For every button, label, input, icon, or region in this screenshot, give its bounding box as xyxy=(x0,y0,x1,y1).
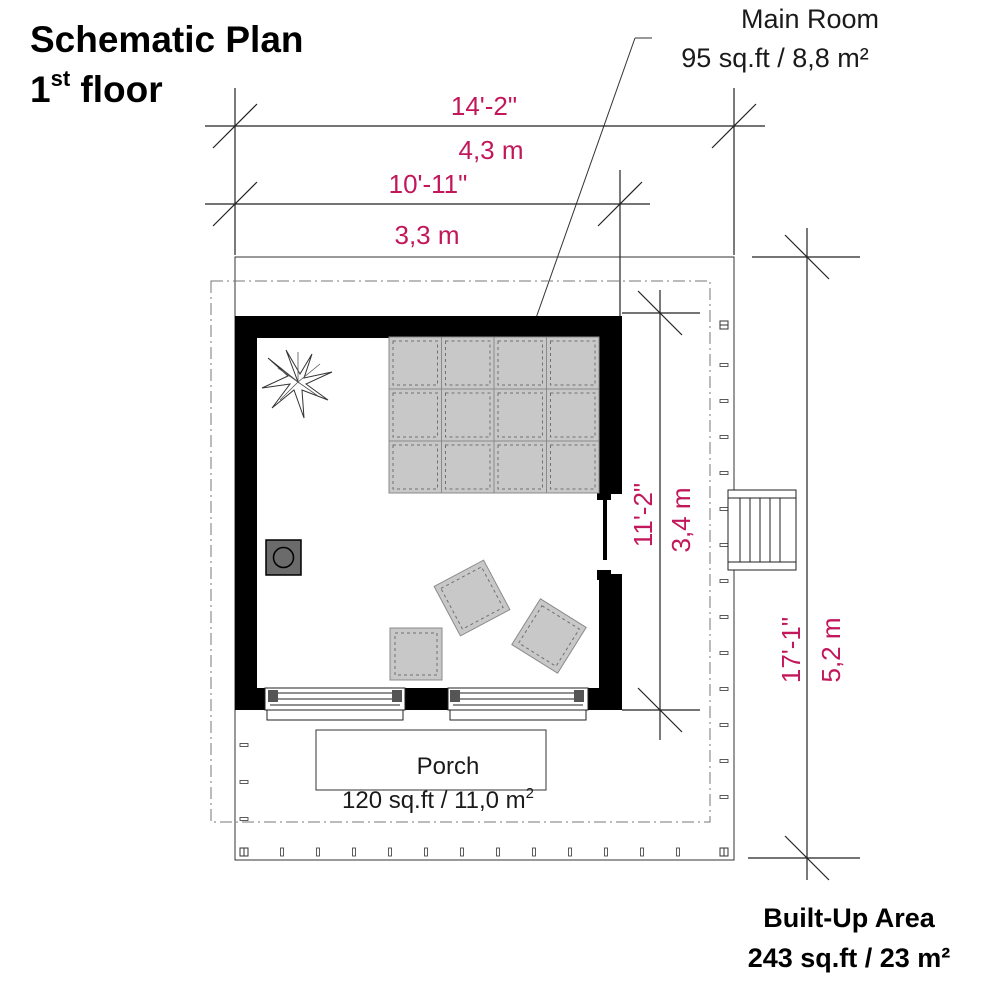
room-depth-metric: 3,4 m xyxy=(666,487,696,553)
deck-fastener xyxy=(240,781,248,784)
deck-fastener xyxy=(720,724,728,727)
deck-fastener xyxy=(720,436,728,439)
rug-tile xyxy=(389,389,442,441)
deck-fastener xyxy=(720,580,728,583)
deck-fastener xyxy=(461,848,464,856)
deck-fastener xyxy=(641,848,644,856)
porch-area xyxy=(342,785,534,814)
overall-width-imperial: 14'-2" xyxy=(450,91,518,121)
deck-fastener xyxy=(720,796,728,799)
rug-tile xyxy=(547,441,600,493)
floor-number: 1 xyxy=(30,69,51,110)
floor-cushion-3 xyxy=(390,628,442,680)
floor-label xyxy=(30,66,163,110)
deck-fastener xyxy=(720,652,728,655)
rug-tile xyxy=(494,337,547,389)
deck-fastener xyxy=(240,818,248,821)
rug-tile xyxy=(389,337,442,389)
side-door xyxy=(597,490,611,580)
deck-fastener xyxy=(720,508,728,511)
deck-fastener xyxy=(497,848,500,856)
rug-tile xyxy=(494,441,547,493)
built-up-area-value: 243 sq.ft / 23 m² xyxy=(747,943,951,973)
deck-fastener xyxy=(240,744,248,747)
main-room-area: 95 sq.ft / 8,8 m² xyxy=(681,43,869,73)
rug-tile xyxy=(442,441,495,493)
floor-word: floor xyxy=(70,69,163,110)
plan-title: Schematic Plan xyxy=(30,19,304,60)
floor-suffix: st xyxy=(50,66,71,91)
deck-fastener xyxy=(720,472,728,475)
porch-area-value: 120 sq.ft / 11,0 m xyxy=(342,787,526,814)
rug-tile xyxy=(442,389,495,441)
overall-width-metric: 4,3 m xyxy=(458,135,524,165)
room-width-metric: 3,3 m xyxy=(394,220,460,250)
rug-tile xyxy=(547,337,600,389)
deck-fastener xyxy=(605,848,608,856)
deck-fastener xyxy=(677,848,680,856)
entry-steps xyxy=(728,490,796,570)
room-width-imperial: 10'-11" xyxy=(388,169,468,199)
deck-fastener xyxy=(569,848,572,856)
rug-tile xyxy=(389,441,442,493)
deck-fastener xyxy=(389,848,392,856)
front-door-left xyxy=(265,688,405,720)
overall-depth-imperial: 17'-1" xyxy=(776,616,806,684)
deck-fastener xyxy=(425,848,428,856)
deck-fastener xyxy=(720,364,728,367)
overall-depth-metric: 5,2 m xyxy=(816,617,846,683)
deck-fastener xyxy=(720,616,728,619)
potted-plant-icon xyxy=(262,350,332,418)
deck-fastener xyxy=(720,760,728,763)
rug-tile xyxy=(442,337,495,389)
floor-cushion-2 xyxy=(512,599,586,673)
porch-name: Porch xyxy=(416,753,480,780)
deck-fastener xyxy=(533,848,536,856)
porch-area-sup: 2 xyxy=(525,785,534,802)
wood-stove-icon xyxy=(266,540,301,575)
deck-fastener xyxy=(281,848,284,856)
room-depth-imperial: 11'-2" xyxy=(628,482,658,548)
built-up-area-label: Built-Up Area xyxy=(763,903,935,933)
deck-fastener xyxy=(720,400,728,403)
deck-fastener xyxy=(720,544,728,547)
main-room-name: Main Room xyxy=(740,4,880,34)
floor-cushion-1 xyxy=(434,560,510,636)
deck-fastener xyxy=(720,688,728,691)
front-door-right xyxy=(448,688,588,720)
deck-fastener xyxy=(317,848,320,856)
deck-fastener xyxy=(353,848,356,856)
rug-tiles xyxy=(389,337,599,493)
rug-tile xyxy=(547,389,600,441)
rug-tile xyxy=(494,389,547,441)
